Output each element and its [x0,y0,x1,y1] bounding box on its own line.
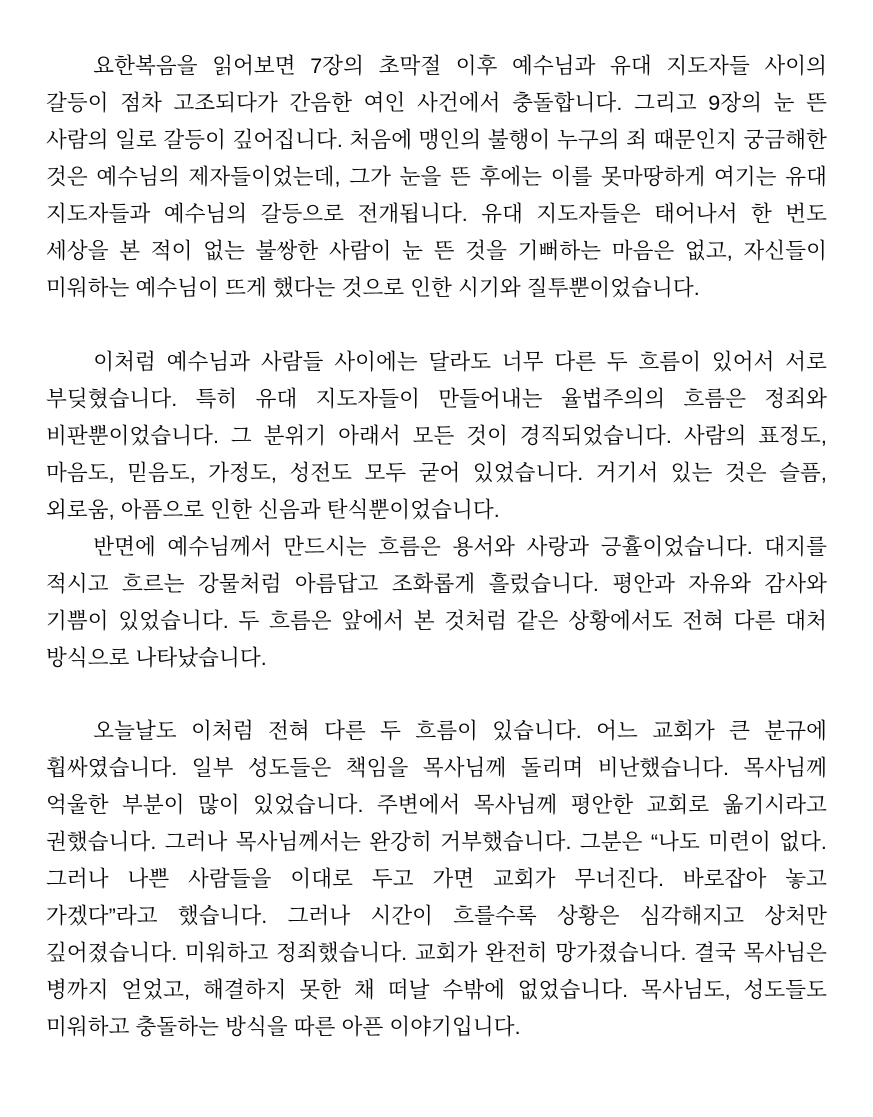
paragraph: 요한복음을 읽어보면 7장의 초막절 이후 예수님과 유대 지도자들 사이의 갈등이 점차 고조되다가 간음한 여인 사건에서 충돌합니다. 그리고 9장의 눈 뜬 사람의 일로 갈등이 깊어집니다. 처음에 맹인의 불행이 누구의 죄 때문인지 궁금해한 것은 예수님의 제자들이었는데, 그가 눈을 뜬 후에는 이를 못마땅하게 여기는 유대 지도자들과 예수님의 갈등으로 전개됩니다. 유대 지도자들은 태어나서 한 번도 세상을 본 적이 없는 불쌍한 사람이 눈 뜬 것을 기뻐하는 마음은 없고, 자신들이 미워하는 예수님이 뜨게 했다는 것으로 인한 시기와 질투뿐이었습니다. [46,54,827,300]
paragraph: 이처럼 예수님과 사람들 사이에는 달라도 너무 다른 두 흐름이 있어서 서로 부딪혔습니다. 특히 유대 지도자들이 만들어내는 율법주의의 흐름은 정죄와 비판뿐이었습니다. 그 분위기 아래서 모든 것이 경직되었습니다. 사람의 표정도, 마음도, 믿음도, 가정도, 성전도 모두 굳어 있었습니다. 거기서 있는 것은 슬픔, 외로움, 아픔으로 인한 신음과 탄식뿐이었습니다. [46,349,827,522]
document-body [46,48,827,1046]
paragraph: 오늘날도 이처럼 전혀 다른 두 흐름이 있습니다. 어느 교회가 큰 분규에 휩싸였습니다. 일부 성도들은 책임을 목사님께 돌리며 비난했습니다. 목사님께 억울한 부분이 많이 있었습니다. 주변에서 목사님께 평안한 교회로 옮기시라고 권했습니다. 그러나 목사님께서는 완강히 거부했습니다. 그분은 “나도 미련이 없다. 그러나 나쁜 사람들을 이대로 두고 가면 교회가 무너진다. 바로잡아 놓고 가겠다”라고 했습니다. 그러나 시간이 흐를수록 상황은 심각해지고 상처만 깊어졌습니다. 미워하고 정죄했습니다. 교회가 완전히 망가졌습니다. 결국 목사님은 병까지 얻었고, 해결하지 못한 채 떠날 수밖에 없었습니다. 목사님도, 성도들도 미워하고 충돌하는 방식을 따른 아픈 이야기입니다. [46,719,827,1040]
paragraph: 반면에 예수님께서 만드시는 흐름은 용서와 사랑과 긍휼이었습니다. 대지를 적시고 흐르는 강물처럼 아름답고 조화롭게 흘렀습니다. 평안과 자유와 감사와 기쁨이 있었습니다. 두 흐름은 앞에서 본 것처럼 같은 상황에서도 전혀 다른 대처 방식으로 나타났습니다. [46,534,827,670]
